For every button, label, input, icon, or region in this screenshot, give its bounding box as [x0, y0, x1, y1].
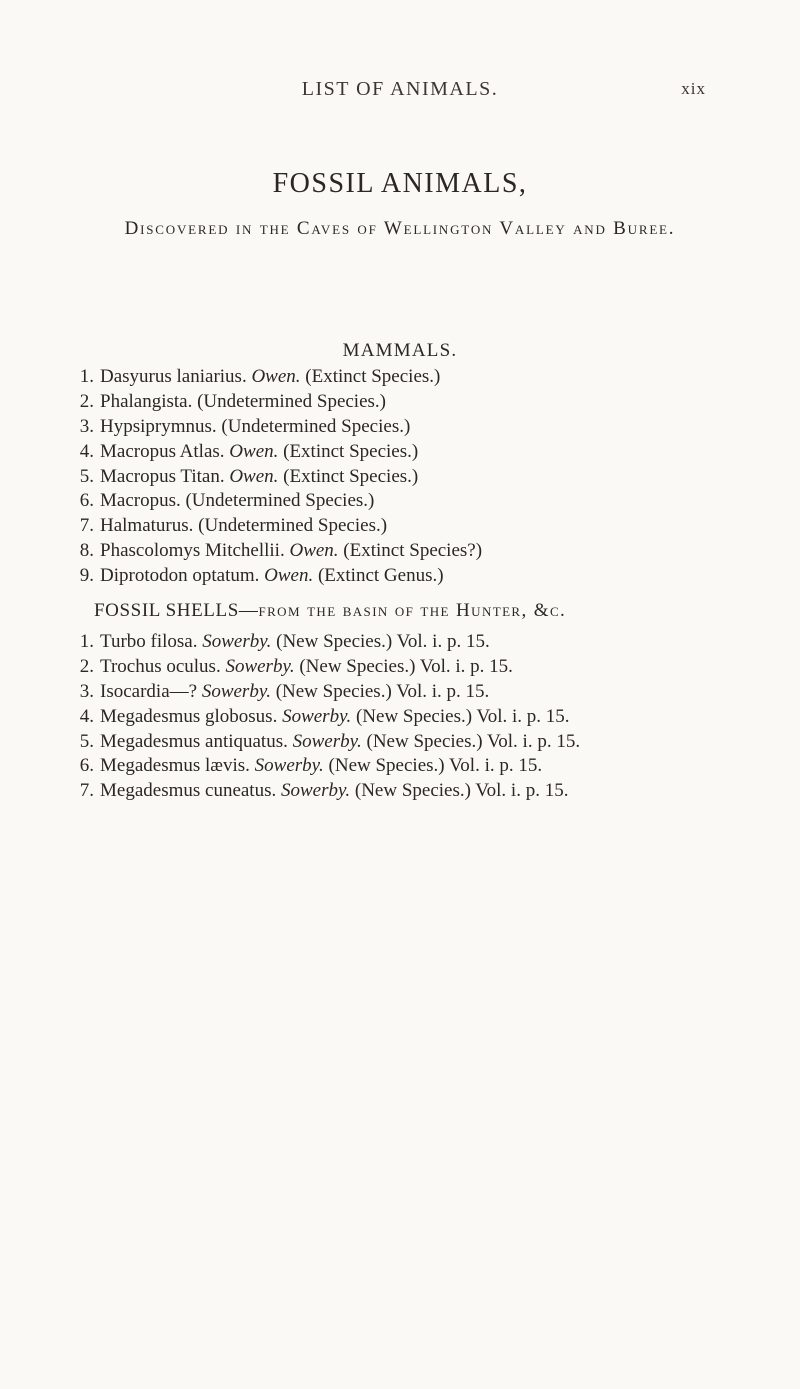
- species-author: Owen.: [229, 465, 279, 487]
- species-name: Macropus Atlas.: [100, 440, 225, 462]
- volume-reference: Vol. i. p. 15.: [419, 655, 513, 677]
- species-name: Macropus.: [100, 490, 181, 512]
- species-author: Sowerby.: [292, 730, 362, 752]
- volume-reference: Vol. i. p. 15.: [449, 755, 543, 777]
- running-head: [0, 78, 800, 108]
- entry-text: [100, 539, 482, 564]
- entry-text: [100, 655, 513, 680]
- species-author: Owen.: [264, 565, 314, 587]
- shells-heading: [94, 600, 566, 622]
- species-note: (New Species.): [355, 705, 473, 727]
- entry-number: 7.: [79, 515, 94, 537]
- entry-number: 9.: [79, 565, 94, 587]
- volume-reference: Vol. i. p. 15.: [475, 780, 569, 802]
- entry-text: [100, 564, 444, 589]
- entry-number: 7.: [79, 780, 94, 802]
- species-name: Dasyurus laniarius.: [100, 366, 247, 387]
- species-name: Megadesmus globosus.: [100, 705, 278, 727]
- entry-number: 2.: [79, 655, 94, 677]
- entry-text: [100, 440, 418, 465]
- species-author: Sowerby.: [202, 631, 272, 652]
- entry-number: 6.: [79, 755, 94, 777]
- species-name: Isocardia—?: [100, 680, 198, 702]
- species-author: Owen.: [229, 440, 279, 462]
- entry-number: 3.: [79, 415, 94, 437]
- species-note: (Extinct Genus.): [317, 565, 444, 587]
- entry-number: 1.: [79, 366, 94, 387]
- entry-number: 8.: [79, 540, 94, 562]
- species-name: Macropus Titan.: [100, 465, 225, 487]
- species-note: (New Species.): [366, 730, 483, 752]
- entry-text: [100, 489, 374, 514]
- species-note: (Extinct Species.): [283, 465, 419, 487]
- species-name: Megadesmus antiquatus.: [100, 730, 288, 752]
- entry-text: [100, 630, 490, 655]
- entry-text: [100, 390, 386, 415]
- species-name: Diprotodon optatum.: [100, 565, 260, 587]
- species-name: Hypsiprymnus.: [100, 415, 217, 437]
- mammals-heading: MAMMALS.: [342, 340, 458, 361]
- species-name: Trochus oculus.: [100, 655, 221, 677]
- entry-number: 3.: [79, 680, 94, 702]
- volume-reference: Vol. i. p. 15.: [396, 680, 490, 702]
- species-name: Turbo filosa.: [100, 631, 198, 652]
- species-author: Sowerby.: [282, 705, 352, 727]
- species-note: (Undetermined Species.): [198, 515, 388, 537]
- page-title: FOSSIL ANIMALS,: [272, 168, 528, 199]
- species-note: (Undetermined Species.): [197, 390, 386, 412]
- species-note: (New Species.): [299, 655, 416, 677]
- entry-number: 6.: [79, 490, 94, 512]
- entry-number: 2.: [79, 390, 94, 412]
- species-name: Phascolomys Mitchellii.: [100, 540, 285, 562]
- species-note: (New Species.): [354, 780, 471, 802]
- entry-text: [100, 730, 580, 755]
- entry-text: [100, 465, 418, 490]
- page-number: xix: [681, 79, 706, 98]
- species-author: Owen.: [289, 540, 339, 562]
- entry-text: [100, 754, 542, 779]
- species-name: Phalangista.: [100, 390, 193, 412]
- species-author: Sowerby.: [225, 655, 295, 677]
- page-subtitle: Discovered in the Caves of Wellington Valley and Buree.: [124, 218, 676, 239]
- volume-reference: Vol. i. p. 15.: [476, 705, 570, 727]
- entry-text: [100, 779, 568, 804]
- entry-number: 4.: [79, 705, 94, 727]
- species-name: Megadesmus lævis.: [100, 755, 250, 777]
- species-author: Sowerby.: [280, 780, 351, 802]
- entry-text: [100, 415, 410, 440]
- species-note: (Extinct Species.): [305, 366, 441, 387]
- species-note: (Extinct Species.): [283, 440, 419, 462]
- shells-heading-main: FOSSIL SHELLS—: [94, 600, 259, 621]
- entry-number: 4.: [79, 440, 94, 462]
- entry-text: [100, 514, 387, 539]
- entry-text: [100, 705, 570, 730]
- entry-number: 1.: [79, 631, 94, 652]
- entry-text: [100, 365, 440, 390]
- species-author: Sowerby.: [201, 680, 271, 702]
- species-note: (Extinct Species?): [343, 540, 483, 562]
- species-name: Halmaturus.: [100, 515, 194, 537]
- species-author: Sowerby.: [254, 755, 324, 777]
- entry-number: 5.: [79, 730, 94, 752]
- volume-reference: Vol. i. p. 15.: [487, 730, 581, 752]
- species-name: Megadesmus cuneatus.: [100, 780, 277, 802]
- running-title: LIST OF ANIMALS.: [301, 78, 499, 100]
- species-author: Owen.: [251, 366, 301, 387]
- entry-number: 5.: [79, 465, 94, 487]
- species-note: (New Species.): [328, 755, 445, 777]
- species-note: (New Species.): [275, 680, 392, 702]
- species-note: (Undetermined Species.): [221, 415, 411, 437]
- shells-heading-rest: from the basin of the Hunter, &c.: [258, 600, 567, 621]
- species-note: (Undetermined Species.): [185, 490, 375, 512]
- species-note: (New Species.): [276, 631, 393, 652]
- volume-reference: Vol. i. p. 15.: [396, 631, 490, 652]
- entry-text: [100, 680, 489, 705]
